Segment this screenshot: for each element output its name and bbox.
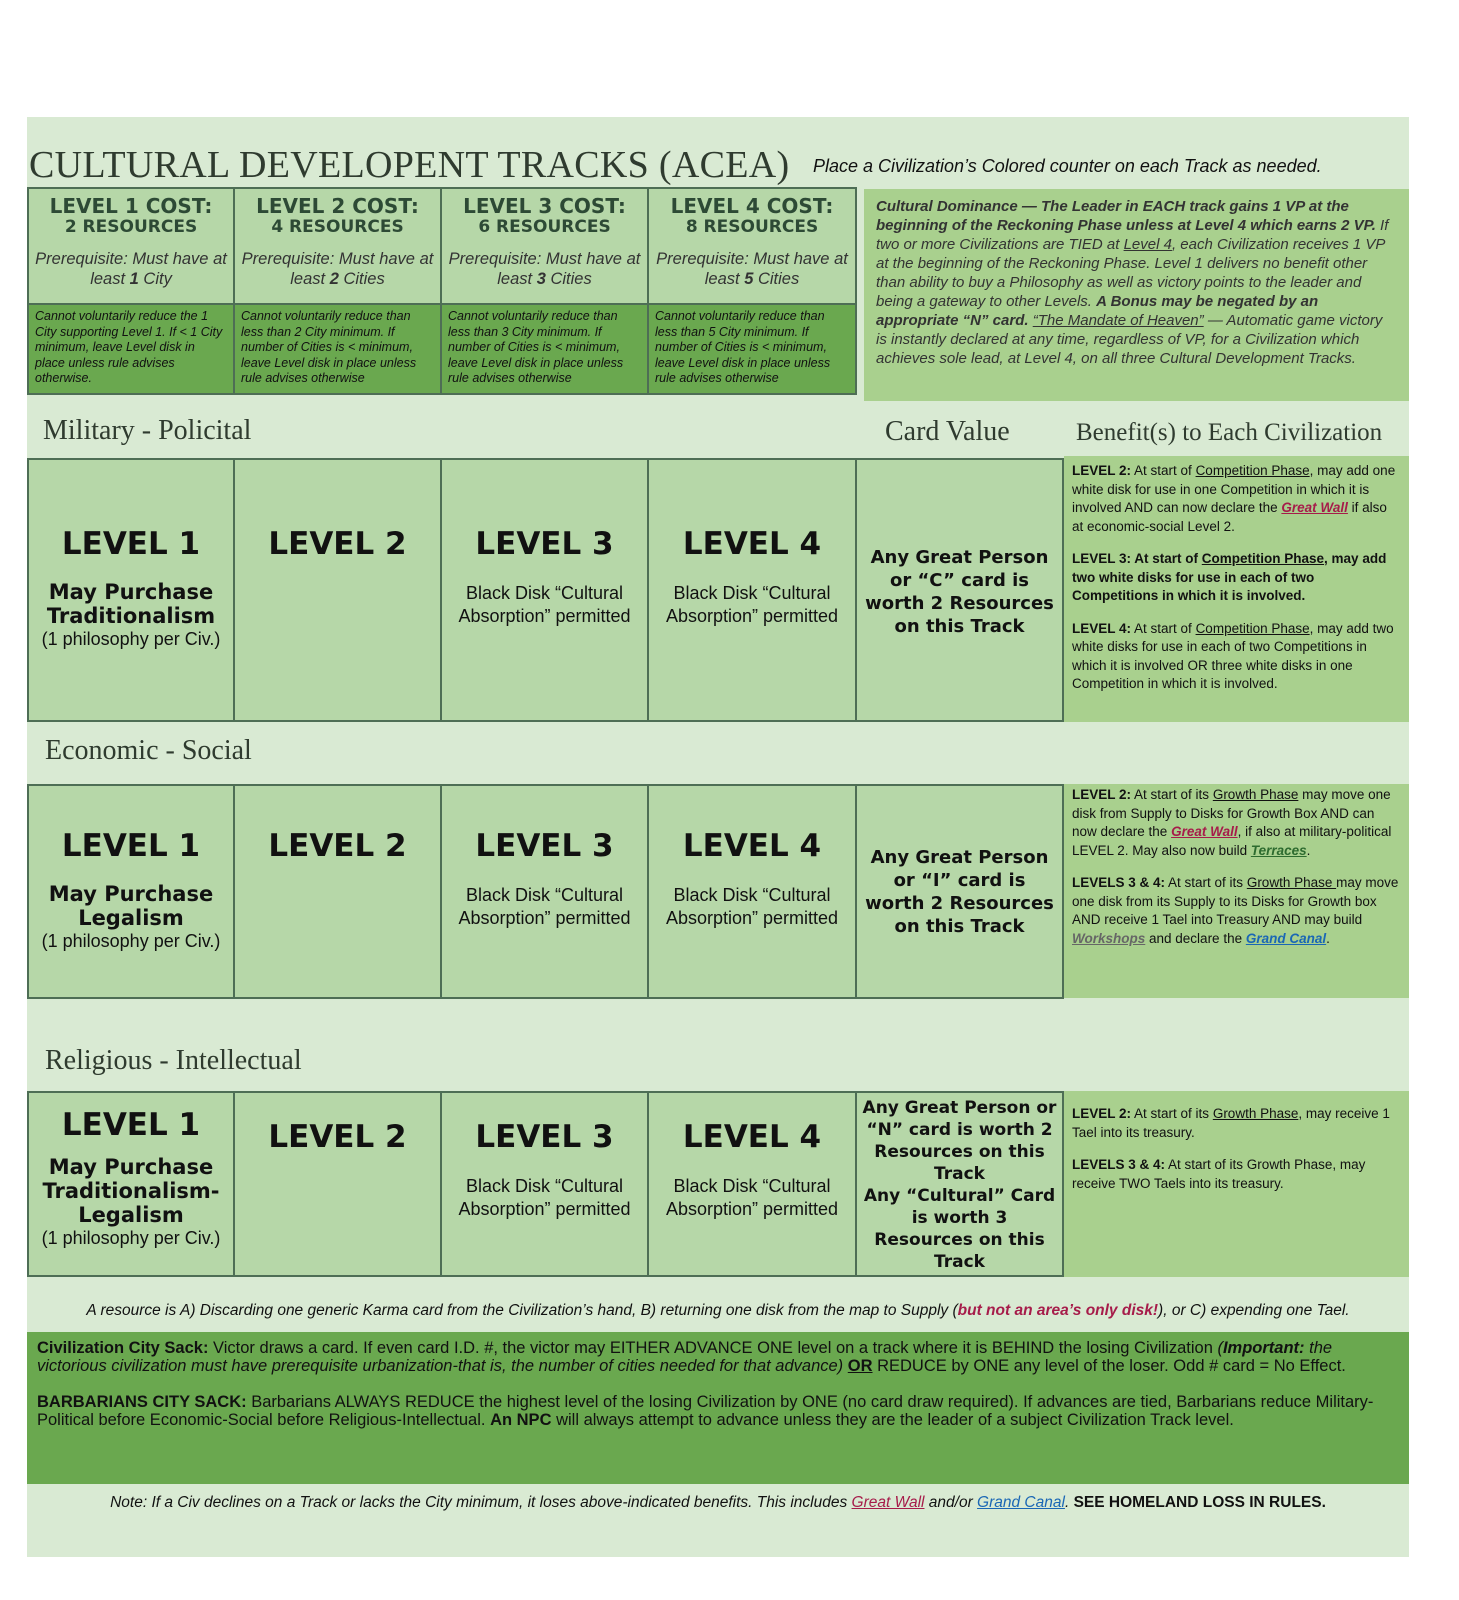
level-label: LEVEL 2 <box>268 1119 407 1155</box>
philosophy-note: (1 philosophy per Civ.) <box>41 1228 221 1248</box>
great-wall-link[interactable]: Great Wall <box>1171 824 1238 839</box>
benefit-level-2: LEVEL 2: At start of its Growth Phase, may receive 1 Tael into its treasury. <box>1072 1106 1390 1140</box>
economic-card-value <box>855 784 1064 999</box>
level-label: LEVEL 2 <box>268 526 407 562</box>
cost-resources: 4 RESOURCES <box>271 217 404 237</box>
benefit-level-3: LEVEL 3: At start of Competition Phase, may add two white disks for use in each of two Competitions in which it is involved. <box>1072 551 1387 603</box>
great-wall-link[interactable]: Great Wall <box>851 1494 925 1511</box>
religious-benefits <box>1064 1091 1409 1277</box>
military-card-value <box>855 458 1064 722</box>
section-title-religious: Religious - Intellectual <box>45 1045 302 1076</box>
level-label: LEVEL 4 <box>682 526 822 562</box>
cost-note-level-3: Cannot voluntarily reduce than less than 3 City minimum. If number of Cities is < minimum, leave Level disk in place unless rule advises otherwise <box>440 303 649 395</box>
grand-canal-link[interactable]: Grand Canal <box>1245 930 1327 946</box>
religious-card-value <box>855 1091 1064 1277</box>
prerequisite: Prerequisite: Must have at least 3 Cities <box>448 250 641 288</box>
religious-level-1 <box>27 1091 235 1277</box>
philosophy-purchase: May Purchase Legalism <box>48 882 214 930</box>
card-value-text: Any Great Person or “I” card is worth 2 Resources on this Track <box>865 847 1054 937</box>
section-title-economic: Economic - Social <box>45 735 252 766</box>
cost-level-3 <box>440 187 649 305</box>
benefit-levels-3-4: LEVELS 3 & 4: At start of its Growth Phase may move one disk from its Supply to its Disks for Growth box AND receive 1 Tael into Treasury AND may build Workshops and declare the Grand Canal. <box>1072 875 1399 946</box>
cultural-dominance-rules: Cultural Dominance — The Leader in EACH track gains 1 VP at the beginning of the Reckoning Phase unless at Level 4 which earns 2 VP. If two or more Civilizations are TIED at Level 4, each Civilization receives 1 VP at the beginning of the Reckoning Phase. Level 1 delivers no benefit other than ability to buy a Philosophy as well as victory points to the leader and being a gateway to other Levels. A Bonus may be negated by an appropriate “N” card. “The Mandate of Heaven” — Automatic game victory is instantly declared at any time, regardless of VP, for a Civilization which achieves sole lead, at Level 4, on all three Cultural Development Tracks. <box>864 189 1409 401</box>
section-title-military: Military - Policital <box>43 415 252 446</box>
card-value-heading: Card Value <box>885 416 1010 447</box>
cost-heading: LEVEL 4 COST: <box>670 194 834 218</box>
philosophy-purchase: May Purchase Traditionalism-Legalism <box>42 1155 220 1227</box>
resource-definition: A resource is A) Discarding one generic Karma card from the Civilization’s hand, B) returning one disk from the map to Supply (but not an area’s only disk!), or C) expending one Tael. <box>86 1302 1350 1319</box>
benefit-level-2: LEVEL 2: At start of its Growth Phase may move one disk from Supply to Disks for Growth Box AND can now declare the Great Wall, if also at military-political LEVEL 2. May also now build Terraces. <box>1072 787 1392 858</box>
philosophy-note: (1 philosophy per Civ.) <box>41 931 221 951</box>
city-sack-rules <box>27 1332 1409 1484</box>
civilization-city-sack: Civilization City Sack: Victor draws a card. If even card I.D. #, the victor may EITHER ADVANCE ONE level on a track where it is BEHIND the losing Civilization (Important: the victorious civilization must have prerequisite urbanization-that is, the number of cities needed for that advance) OR REDUCE by ONE any level of the loser. Odd # card = No Effect. <box>37 1339 1346 1375</box>
level-label: LEVEL 1 <box>61 828 201 864</box>
page-title: CULTURAL DEVELOPENT TRACKS (ACEA) <box>29 144 790 186</box>
homeland-loss-note: Note: If a Civ declines on a Track or lacks the City minimum, it loses above-indicated benefits. This includes Great Wall and/or Grand Canal. SEE HOMELAND LOSS IN RULES. <box>110 1494 1326 1511</box>
cost-note-level-1: Cannot voluntarily reduce the 1 City supporting Level 1. If < 1 City minimum, leave Level disk in place unless rule advises otherwise. <box>27 303 235 395</box>
level-label: LEVEL 4 <box>682 828 822 864</box>
prerequisite: Prerequisite: Must have at least 5 Cities <box>656 250 848 288</box>
level-label: LEVEL 4 <box>682 1119 822 1155</box>
cultural-card-value-text: Any “Cultural” Card is worth 3 Resources on this Track <box>863 1186 1056 1272</box>
religious-level-4 <box>647 1091 857 1277</box>
cost-resources: 2 RESOURCES <box>64 217 198 237</box>
card-value-text: Any Great Person or “C” card is worth 2 Resources on this Track <box>865 547 1054 637</box>
prerequisite: Prerequisite: Must have at least 1 City <box>35 250 227 288</box>
economic-level-1 <box>27 784 235 999</box>
military-benefits <box>1064 456 1409 722</box>
military-level-3 <box>440 458 649 722</box>
grand-canal-link[interactable]: Grand Canal <box>977 1494 1065 1511</box>
military-level-1 <box>27 458 235 722</box>
barbarians-city-sack: BARBARIANS CITY SACK: Barbarians ALWAYS REDUCE the highest level of the losing Civilization by ONE (no card draw required). If advances are tied, Barbarians reduce Military-Political before Economic-Social before Religious-Intellectual. An NPC will always attempt to advance unless they are the leader of a subject Civilization Track level. <box>37 1393 1374 1429</box>
economic-level-4 <box>647 784 857 999</box>
cost-resources: 6 RESOURCES <box>478 217 611 237</box>
cost-heading: LEVEL 2 COST: <box>256 194 419 218</box>
cost-heading: LEVEL 1 COST: <box>49 194 213 218</box>
great-wall-link[interactable]: Great Wall <box>1281 500 1348 515</box>
philosophy-note: (1 philosophy per Civ.) <box>41 629 221 649</box>
prerequisite: Prerequisite: Must have at least 2 Cities <box>241 250 434 288</box>
benefits-heading: Benefit(s) to Each Civilization <box>1076 419 1383 446</box>
cost-note-level-2: Cannot voluntarily reduce than less than 2 City minimum. If number of Cities is < minimum, leave Level disk in place unless rule advises otherwise <box>233 303 442 395</box>
terraces-link[interactable]: Terraces <box>1250 842 1307 858</box>
absorption-note: Black Disk “Cultural Absorption” permitted <box>458 583 631 626</box>
absorption-note: Black Disk “Cultural Absorption” permitted <box>665 885 839 928</box>
benefit-levels-3-4: LEVELS 3 & 4: At start of its Growth Phase, may receive TWO Taels into its treasury. <box>1072 1157 1366 1191</box>
level-label: LEVEL 2 <box>268 828 407 864</box>
cost-level-4 <box>647 187 857 305</box>
absorption-note: Black Disk “Cultural Absorption” permitted <box>665 583 839 626</box>
absorption-note: Black Disk “Cultural Absorption” permitted <box>458 885 631 928</box>
religious-level-3 <box>440 1091 649 1277</box>
cost-note-level-4: Cannot voluntarily reduce than less than 5 City minimum. If number of Cities is < minimum, leave Level disk in place unless rule advises otherwise <box>647 303 857 395</box>
benefit-level-4: LEVEL 4: At start of Competition Phase, may add two white disks for use in each of two Competitions in which it is involved OR three white disks in one Competition in which it is involved. <box>1072 620 1394 691</box>
absorption-note: Black Disk “Cultural Absorption” permitted <box>458 1176 631 1219</box>
level-label: LEVEL 1 <box>61 526 201 562</box>
card-value-text: Any Great Person or “N” card is worth 2 Resources on this Track <box>862 1098 1057 1184</box>
economic-benefits <box>1064 784 1409 998</box>
level-label: LEVEL 1 <box>61 1107 201 1143</box>
cost-level-2 <box>233 187 442 305</box>
philosophy-purchase: May Purchase Traditionalism <box>46 580 216 628</box>
page-subtitle: Place a Civilization’s Colored counter on each Track as needed. <box>813 156 1322 176</box>
level-label: LEVEL 3 <box>475 526 614 562</box>
cost-resources: 8 RESOURCES <box>685 217 819 237</box>
military-level-2 <box>233 458 442 722</box>
absorption-note: Black Disk “Cultural Absorption” permitted <box>665 1176 839 1219</box>
benefit-level-2: LEVEL 2: At start of Competition Phase, may add one white disk for use in one Competition in which it is involved AND can now declare the Great Wall if also at economic-social Level 2. <box>1072 463 1396 534</box>
cost-heading: LEVEL 3 COST: <box>463 194 626 218</box>
religious-level-2 <box>233 1091 442 1277</box>
economic-level-3 <box>440 784 649 999</box>
level-label: LEVEL 3 <box>475 828 614 864</box>
cost-level-1 <box>27 187 235 305</box>
level-label: LEVEL 3 <box>475 1119 614 1155</box>
workshops-link[interactable]: Workshops <box>1072 930 1146 946</box>
economic-level-2 <box>233 784 442 999</box>
military-level-4 <box>647 458 857 722</box>
